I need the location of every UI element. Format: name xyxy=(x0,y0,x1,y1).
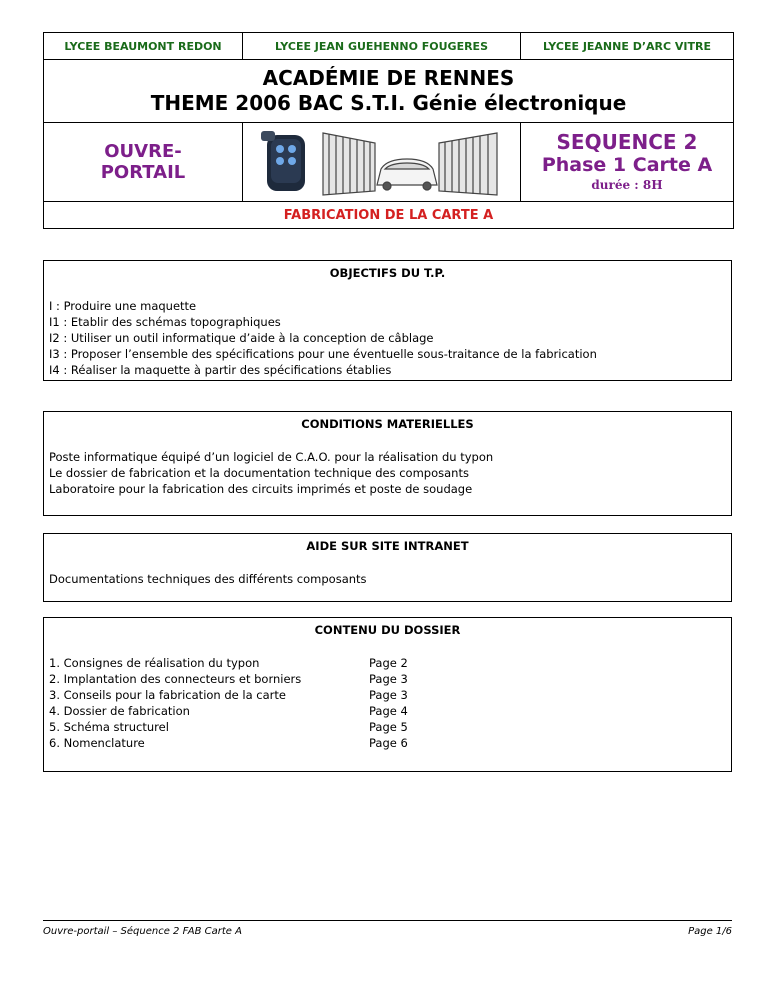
schools-row xyxy=(44,33,733,59)
contenu-item-label: 3. Conseils pour la fabrication de la carte xyxy=(49,688,286,702)
condition-item: Poste informatique équipé d’un logiciel de C.A.O. pour la réalisation du typon xyxy=(49,450,494,464)
contenu-item-page: Page 6 xyxy=(369,736,408,750)
aide-list xyxy=(44,553,731,587)
contenu-item-label: 6. Nomenclature xyxy=(49,736,145,750)
duration-label: durée : 8H xyxy=(591,178,663,192)
contenu-item-label: 1. Consignes de réalisation du typon xyxy=(49,656,260,670)
objectif-item: I2 : Utiliser un outil informatique d’aide à la conception de câblage xyxy=(49,331,434,345)
phase-label: Phase 1 Carte A xyxy=(541,154,713,176)
contenu-item-page: Page 2 xyxy=(369,656,408,670)
contenu-item-page: Page 5 xyxy=(369,720,408,734)
product-name xyxy=(44,123,242,201)
fabrication-title: FABRICATION DE LA CARTE A xyxy=(283,207,494,223)
objectifs-list xyxy=(44,280,731,378)
footer-document-name: Ouvre-portail – Séquence 2 FAB Carte A xyxy=(43,926,242,937)
condition-item: Le dossier de fabrication et la documentation technique des composants xyxy=(49,466,469,480)
title-row xyxy=(44,59,733,122)
objectif-item: I1 : Etablir des schémas topographiques xyxy=(49,315,281,329)
contenu-item-label: 5. Schéma structurel xyxy=(49,720,169,734)
remote-and-gate-illustration xyxy=(257,125,507,199)
conditions-list xyxy=(44,431,731,497)
sequence-info xyxy=(520,123,733,201)
header-table xyxy=(43,32,734,229)
product-line-2: PORTAIL xyxy=(100,162,186,183)
remote-control-icon xyxy=(261,131,305,191)
objectif-item: I4 : Réaliser la maquette à partir des spécifications établies xyxy=(49,363,392,377)
footer-page-number: Page 1/6 xyxy=(688,926,732,937)
aide-heading: AIDE SUR SITE INTRANET xyxy=(306,539,469,553)
conditions-heading: CONDITIONS MATERIELLES xyxy=(301,417,474,431)
document-title xyxy=(44,60,733,122)
contenu-heading: CONTENU DU DOSSIER xyxy=(314,623,461,637)
conditions-box xyxy=(43,411,732,516)
objectifs-heading: OBJECTIFS DU T.P. xyxy=(329,266,446,280)
contenu-box xyxy=(43,617,732,772)
contenu-list xyxy=(44,637,731,751)
title-line-1: ACADÉMIE DE RENNES xyxy=(262,66,515,90)
school-fougeres: LYCEE JEAN GUEHENNO FOUGERES xyxy=(242,33,520,59)
contenu-item-label: 4. Dossier de fabrication xyxy=(49,704,190,718)
aide-item: Documentations techniques des différents composants xyxy=(49,572,367,586)
school-redon: LYCEE BEAUMONT REDON xyxy=(64,39,222,53)
objectif-item: I3 : Proposer l’ensemble des spécifications pour une éventuelle sous-traitance de la fabrication xyxy=(49,347,597,361)
contenu-labels xyxy=(49,655,369,751)
school-vitre: LYCEE JEANNE D’ARC VITRE xyxy=(520,33,733,59)
gate-icon xyxy=(323,133,497,195)
contenu-pages xyxy=(369,655,408,751)
objectifs-box xyxy=(43,260,732,381)
fabrication-row xyxy=(44,201,733,228)
contenu-item-page: Page 3 xyxy=(369,672,408,686)
aide-box xyxy=(43,533,732,602)
contenu-item-label: 2. Implantation des connecteurs et borniers xyxy=(49,672,302,686)
sequence-label: SEQUENCE 2 xyxy=(556,130,698,154)
page-footer xyxy=(43,920,732,937)
product-illustration xyxy=(242,123,520,201)
objectif-item: I : Produire une maquette xyxy=(49,299,197,313)
contenu-item-page: Page 3 xyxy=(369,688,408,702)
title-line-2: THEME 2006 BAC S.T.I. Génie électronique xyxy=(150,91,627,115)
condition-item: Laboratoire pour la fabrication des circuits imprimés et poste de soudage xyxy=(49,482,473,496)
contenu-item-page: Page 4 xyxy=(369,704,408,718)
product-row xyxy=(44,122,733,201)
product-line-1: OUVRE- xyxy=(104,141,182,162)
